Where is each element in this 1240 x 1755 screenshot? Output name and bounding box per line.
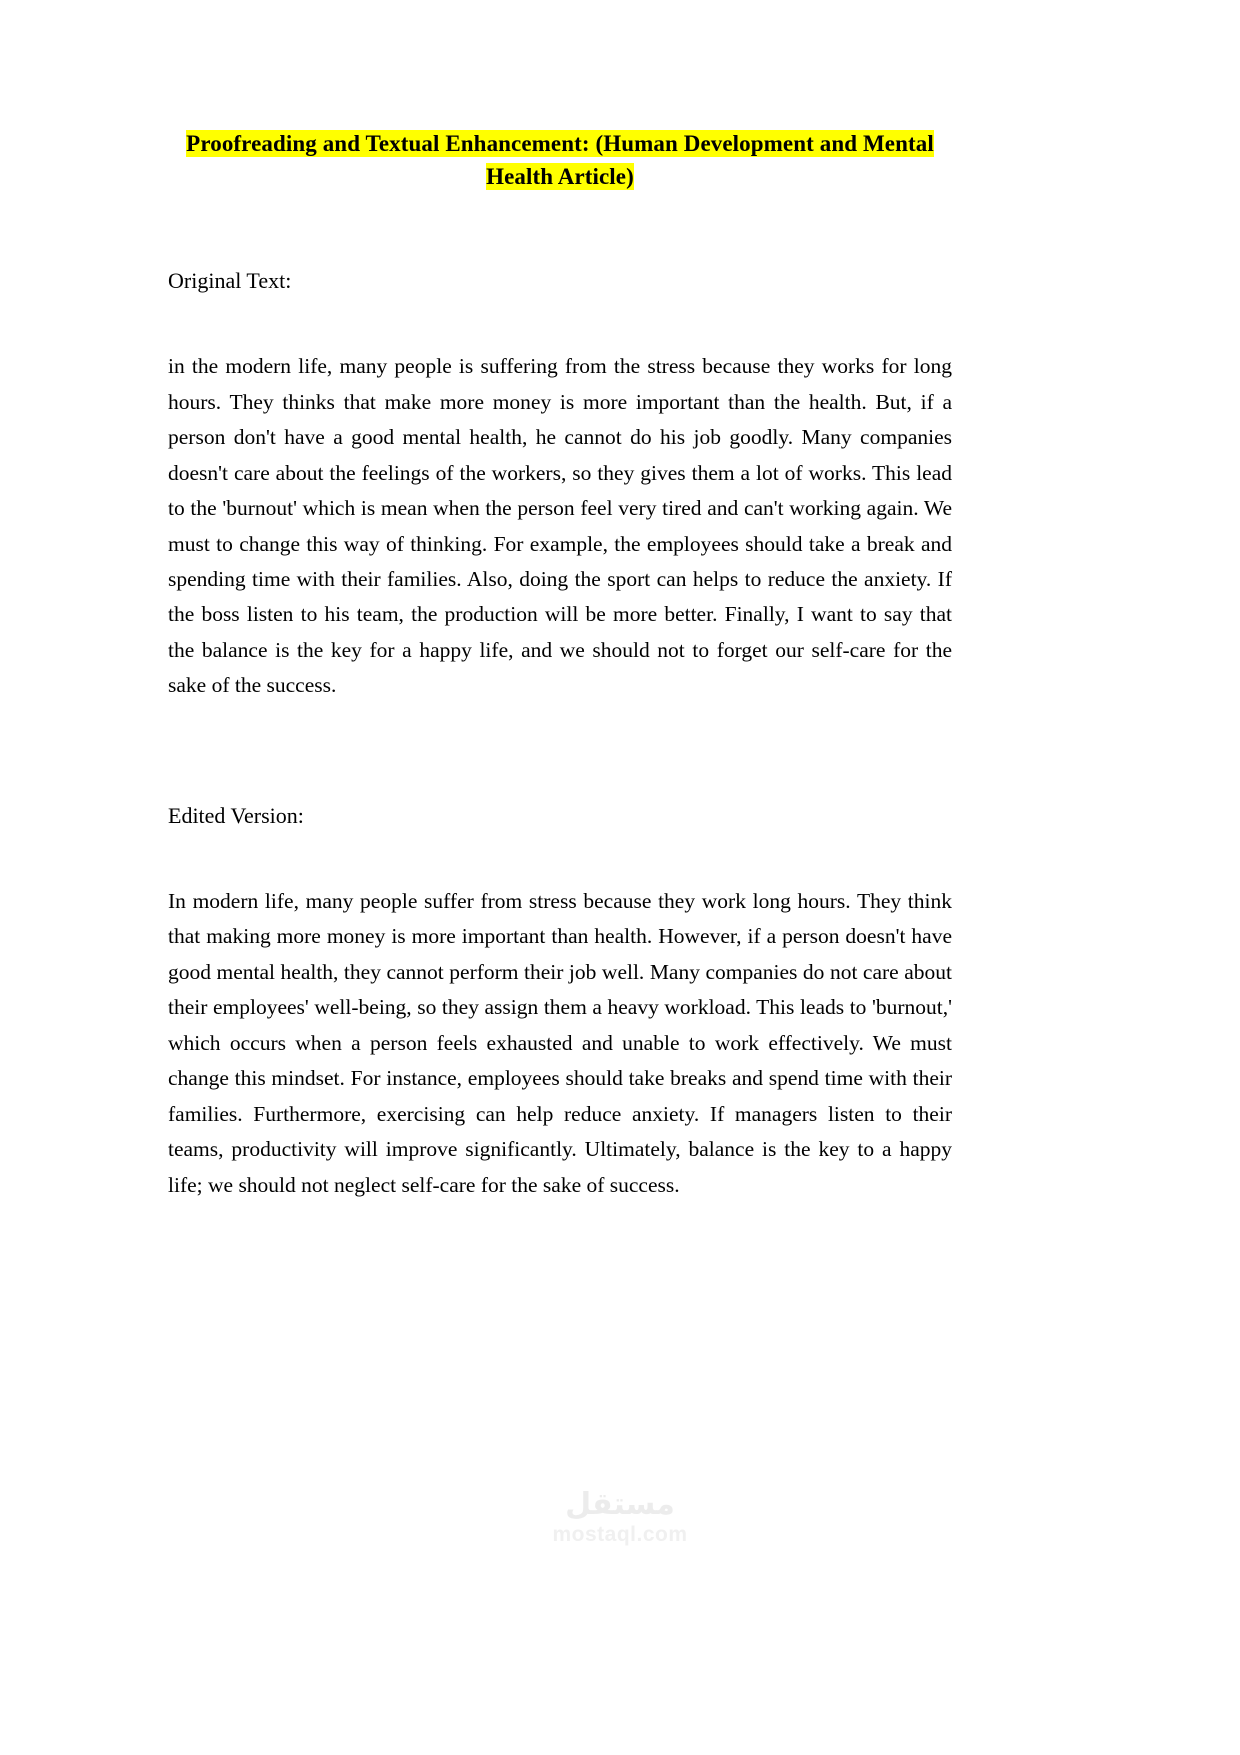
watermark-domain-text: mostaql.com [552,1523,688,1546]
document-content [168,0,952,1203]
original-text-label: Original Text: [168,268,292,294]
page-title-highlight: Proofreading and Textual Enhancement: (Human Development and Mental Health Article) [186,131,934,189]
original-text-paragraph: in the modern life, many people is suffering from the stress because they works for long hours. They thinks that make more money is more important than the health. But, if a person don't have a good mental health, he cannot do his job goodly. Many companies doesn't care about the feelings of the workers, so they gives them a lot of works. This lead to the 'burnout' which is mean when the person feel very tired and can't working again. We must to change this way of thinking. For example, the employees should take a break and spending time with their families. Also, doing the sport can helps to reduce the anxiety. If the boss listen to his team, the production will be more better. Finally, I want to say that the balance is the key for a happy life, and we should not to forget our self-care for the sake of the success. [168,354,952,698]
page-title [168,0,952,193]
watermark-arabic-logo: مستقل [565,1487,675,1522]
edited-version-label: Edited Version: [168,802,304,828]
edited-version-paragraph: In modern life, many people suffer from stress because they work long hours. They think that making more money is more important than health. However, if a person doesn't have good mental health, they cannot perform their job well. Many companies do not care about their employees' well-being, so they assign them a heavy workload. This leads to 'burnout,' which occurs when a person feels exhausted and unable to work effectively. We must change this mindset. For instance, employees should take breaks and spend time with their families. Furthermore, exercising can help reduce anxiety. If managers listen to their teams, productivity will improve significantly. Ultimately, balance is the key to a happy life; we should not neglect self-care for the sake of success. [168,888,952,1197]
mostaql-watermark [0,1488,1240,1546]
